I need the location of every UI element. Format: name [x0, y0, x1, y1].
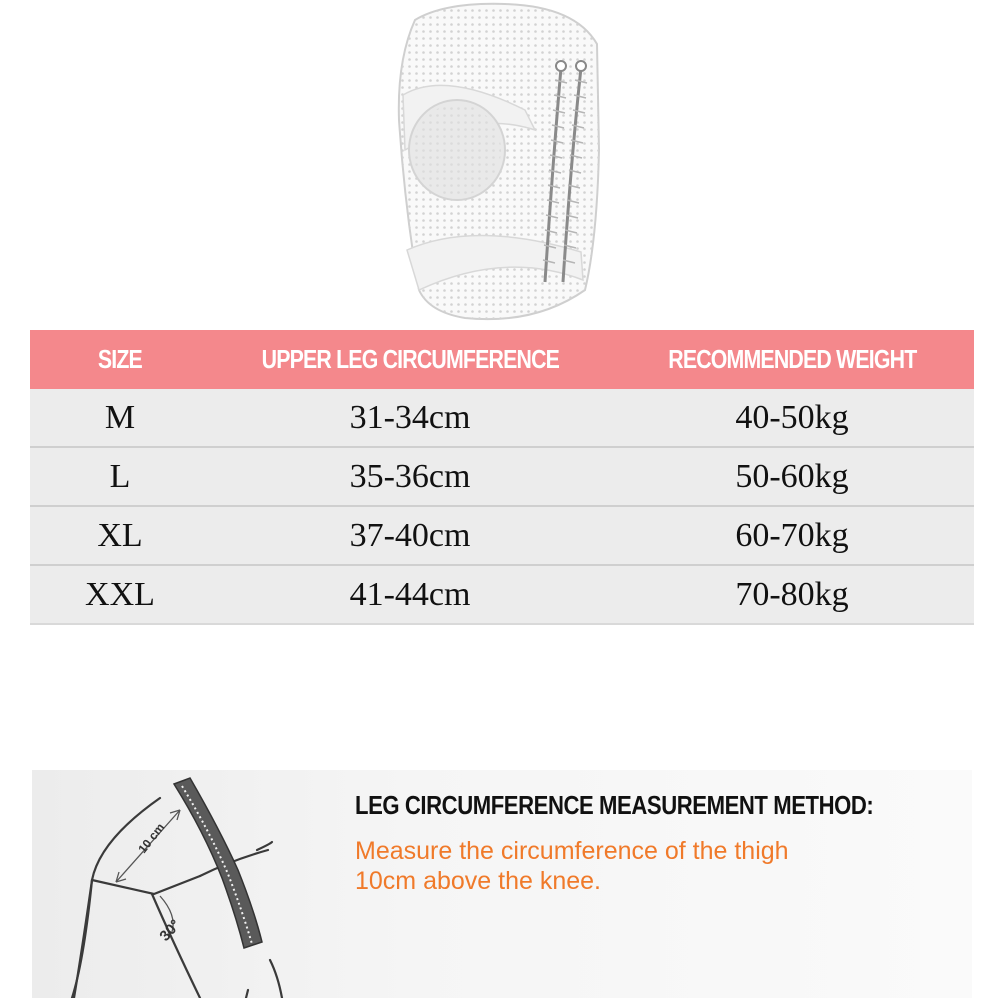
- size-cell: L: [30, 447, 210, 506]
- size-chart-table: [30, 330, 974, 625]
- upper-leg-cell: 35-36cm: [210, 447, 610, 506]
- instruction-line-1: Measure the circumference of the thigh: [355, 837, 789, 865]
- size-cell: XL: [30, 506, 210, 565]
- weight-cell: 60-70kg: [610, 506, 974, 565]
- upper-leg-cell: 31-34cm: [210, 389, 610, 447]
- table-row: [30, 506, 974, 565]
- method-instructions: [355, 836, 915, 896]
- table-row: [30, 565, 974, 624]
- distance-label: 10 cm: [135, 820, 168, 856]
- weight-cell: 70-80kg: [610, 565, 974, 624]
- knee-brace-image: [385, 0, 615, 325]
- table-row: [30, 389, 974, 447]
- instruction-line-2: 10cm above the knee.: [355, 867, 601, 895]
- weight-cell: 50-60kg: [610, 447, 974, 506]
- upper-leg-cell: 41-44cm: [210, 565, 610, 624]
- upper-leg-cell: 37-40cm: [210, 506, 610, 565]
- method-title: LEG CIRCUMFERENCE MEASUREMENT METHOD:: [355, 790, 874, 820]
- measurement-method-panel: [32, 770, 972, 998]
- weight-cell: 40-50kg: [610, 389, 974, 447]
- table-header-row: [30, 330, 974, 389]
- header-upper-leg-circumference: UPPER LEG CIRCUMFERENCE: [210, 330, 610, 389]
- measuring-tape-icon: [174, 778, 262, 948]
- header-recommended-weight: RECOMMENDED WEIGHT: [610, 330, 974, 389]
- angle-label: 30°: [156, 916, 185, 945]
- leg-measurement-diagram: [32, 770, 332, 998]
- size-cell: XXL: [30, 565, 210, 624]
- header-size: SIZE: [30, 330, 210, 389]
- size-cell: M: [30, 389, 210, 447]
- table-row: [30, 447, 974, 506]
